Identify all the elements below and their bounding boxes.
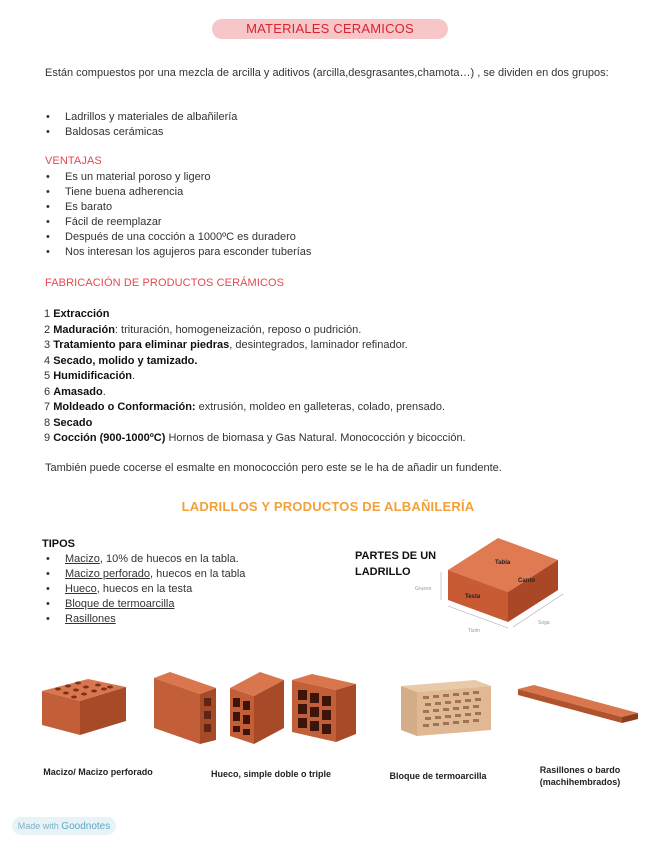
goodnotes-brand: Goodnotes xyxy=(61,821,111,832)
tabla-label: Tabla xyxy=(495,560,511,566)
macizo-brick-image xyxy=(38,673,130,741)
list-item: • Hueco, huecos en la testa xyxy=(45,582,245,597)
macizo-caption: Macizo/ Macizo perforado xyxy=(43,767,153,777)
list-item: • Después de una cocción a 1000ºC es duradero xyxy=(45,230,311,245)
list-item: • Es barato xyxy=(45,200,311,215)
step-item: 4 Secado, molido y tamizado. xyxy=(44,354,198,367)
groups-list xyxy=(45,110,237,140)
list-item: • Macizo perforado, huecos en la tabla xyxy=(45,567,245,582)
list-item: • Macizo, 10% de huecos en la tabla. xyxy=(45,552,245,567)
rasillon-image xyxy=(514,683,642,731)
step-item: 9 Cocción (900-1000ºC) Hornos de biomasa y Gas Natural. Monococción y bicocción. xyxy=(44,432,466,444)
ladrillos-heading: LADRILLOS Y PRODUCTOS DE ALBAÑILERÍA xyxy=(181,499,475,514)
ventajas-heading: VENTAJAS xyxy=(45,155,102,167)
fundente-note: También puede cocerse el esmalte en monococción pero este se le ha de añadir un fundente. xyxy=(45,462,502,474)
grueso-label: Grueso xyxy=(415,586,432,592)
list-item: • Rasillones xyxy=(45,612,245,627)
fabricacion-heading: FABRICACIÓN DE PRODUCTOS CERÁMICOS xyxy=(45,277,285,289)
list-item: • Bloque de termoarcilla xyxy=(45,597,245,612)
step-item: 1 Extracción xyxy=(44,308,110,320)
step-item: 8 Secado xyxy=(44,416,93,429)
hueco-caption: Hueco, simple doble o triple xyxy=(210,769,332,779)
hueco-simple-image xyxy=(150,670,220,746)
list-item: • Ladrillos y materiales de albañilería xyxy=(45,110,237,125)
step-item: 6 Amasado. xyxy=(44,385,106,398)
bloque-caption: Bloque de termoarcilla xyxy=(389,771,487,781)
hueco-doble-image xyxy=(224,668,288,748)
testa-label: Testa xyxy=(465,594,481,600)
bloque-termoarcilla-image xyxy=(395,676,495,740)
list-item: • Es un material poroso y ligero xyxy=(45,170,311,185)
step-item: 2 Maduración: trituración, homogeneización, reposo o pudrición. xyxy=(44,323,362,336)
made-with-text: Made with xyxy=(17,821,59,831)
step-item: 3 Tratamiento para eliminar piedras, desintegrados, laminador refinador. xyxy=(44,339,408,351)
tizon-label: Tizón xyxy=(468,628,481,634)
rasillones-caption: Rasillones o bardo (machihembrados) xyxy=(539,765,621,787)
tipos-list xyxy=(45,552,245,627)
soga-label: Soga xyxy=(538,620,550,626)
hueco-triple-image xyxy=(288,670,360,746)
canto-label: Canto xyxy=(518,578,535,584)
step-item: 7 Moldeado o Conformación: extrusión, moldeo en galleteras, colado, prensado. xyxy=(44,401,446,413)
list-item: • Baldosas cerámicas xyxy=(45,125,237,140)
intro-paragraph: Están compuestos por una mezcla de arcilla y aditivos (arcilla,desgrasantes,chamota…) , se dividen en dos grupos: xyxy=(45,67,609,79)
step-item: 5 Humidificación. xyxy=(44,370,136,382)
brick-parts-diagram xyxy=(413,530,573,635)
list-item: • Tiene buena adherencia xyxy=(45,185,311,200)
goodnotes-badge[interactable] xyxy=(12,817,116,835)
tipos-heading: TIPOS xyxy=(42,538,76,550)
ventajas-list xyxy=(45,170,311,260)
list-item: • Fácil de reemplazar xyxy=(45,215,311,230)
list-item: • Nos interesan los agujeros para esconder tuberías xyxy=(45,245,311,260)
fabricacion-steps xyxy=(44,307,466,447)
partes-heading: PARTES DE UN LADRILLO xyxy=(355,550,437,578)
document-title: MATERIALES CERAMICOS xyxy=(212,19,448,39)
